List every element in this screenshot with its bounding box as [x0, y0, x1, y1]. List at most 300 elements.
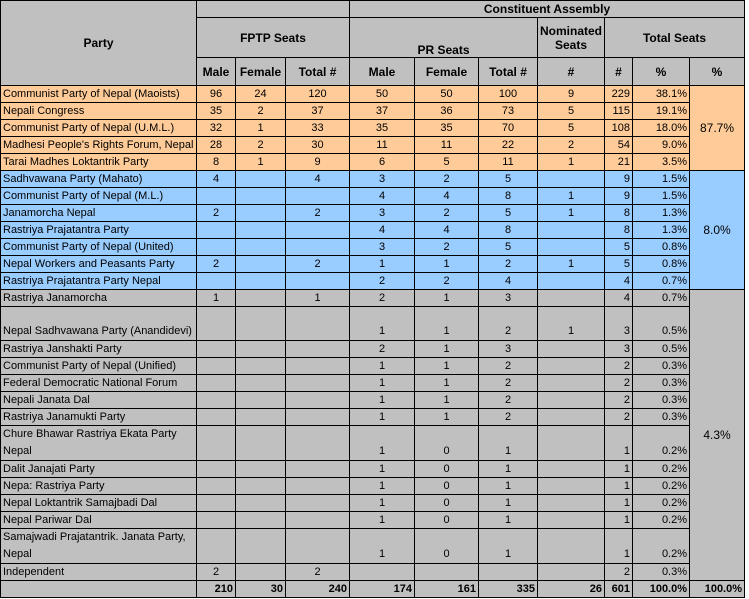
fptp-male-cell: 1	[197, 290, 236, 307]
pr-female-cell: 2	[415, 239, 479, 256]
party-cell: Rastriya Janshakti Party	[1, 341, 197, 358]
fptp-female-cell	[236, 409, 286, 426]
nominated-cell: 26	[538, 581, 605, 598]
fptp-male-cell: 2	[197, 564, 236, 581]
pr-male-cell: 35	[350, 120, 415, 137]
pr-total-cell: 11	[479, 154, 538, 171]
fptp-female-cell	[236, 392, 286, 409]
fptp-total-cell	[286, 273, 350, 290]
table-body	[1, 86, 745, 598]
nominated-cell: 1	[538, 154, 605, 171]
nominated-cell: 1	[538, 256, 605, 273]
pr-male-cell: 1	[350, 461, 415, 478]
fptp-male-cell	[197, 375, 236, 392]
pr-total-header: Total #	[479, 58, 538, 86]
pr-male-cell: 1	[350, 256, 415, 273]
party-cell	[1, 581, 197, 598]
pr-male-header: Male	[350, 58, 415, 86]
pr-male-cell: 1	[350, 426, 415, 461]
fptp-male-cell	[197, 461, 236, 478]
fptp-total-cell	[286, 409, 350, 426]
pr-total-cell: 4	[479, 273, 538, 290]
pr-total-cell: 1	[479, 495, 538, 512]
nominated-cell: 9	[538, 86, 605, 103]
fptp-female-cell	[236, 341, 286, 358]
pr-total-cell: 2	[479, 307, 538, 341]
party-cell: Independent	[1, 564, 197, 581]
pr-male-cell: 1	[350, 392, 415, 409]
pr-total-cell: 8	[479, 222, 538, 239]
pr-male-cell: 50	[350, 86, 415, 103]
fptp-total-cell: 2	[286, 564, 350, 581]
table-row	[1, 375, 745, 392]
nominated-count-header: #	[538, 58, 605, 86]
fptp-seats-header: FPTP Seats	[197, 18, 350, 58]
fptp-female-cell	[236, 426, 286, 461]
table-row	[1, 154, 745, 171]
pr-total-cell: 1	[479, 426, 538, 461]
fptp-male-cell	[197, 529, 236, 564]
pr-total-cell	[479, 564, 538, 581]
table-row	[1, 256, 745, 273]
table-row	[1, 205, 745, 222]
fptp-total-cell	[286, 392, 350, 409]
total-count-header: #	[605, 58, 633, 86]
nominated-cell	[538, 529, 605, 564]
party-cell: Nepal Pariwar Dal	[1, 512, 197, 529]
pr-male-cell: 1	[350, 495, 415, 512]
total-pct-cell: 0.2%	[633, 529, 690, 564]
fptp-female-cell: 2	[236, 103, 286, 120]
fptp-female-cell: 2	[236, 137, 286, 154]
party-cell: Communist Party of Nepal (Unified)	[1, 358, 197, 375]
pr-total-cell: 70	[479, 120, 538, 137]
nominated-cell	[538, 564, 605, 581]
nominated-cell	[538, 273, 605, 290]
nominated-cell: 5	[538, 103, 605, 120]
party-cell: Rastriya Janamorcha	[1, 290, 197, 307]
table-row	[1, 137, 745, 154]
nominated-cell	[538, 426, 605, 461]
total-seats-cell: 2	[605, 409, 633, 426]
fptp-total-cell	[286, 307, 350, 341]
party-header: Party	[1, 1, 197, 86]
group-share-cell: 8.0%	[690, 171, 745, 290]
pr-female-cell: 5	[415, 154, 479, 171]
fptp-female-cell	[236, 358, 286, 375]
fptp-female-cell	[236, 478, 286, 495]
pr-female-cell: 11	[415, 137, 479, 154]
total-seats-cell: 1	[605, 495, 633, 512]
table-row	[1, 426, 745, 461]
fptp-male-cell: 8	[197, 154, 236, 171]
total-seats-cell: 8	[605, 222, 633, 239]
total-pct-cell: 0.8%	[633, 239, 690, 256]
pr-male-cell: 4	[350, 222, 415, 239]
fptp-female-cell	[236, 307, 286, 341]
fptp-male-cell: 96	[197, 86, 236, 103]
party-cell: Tarai Madhes Loktantrik Party	[1, 154, 197, 171]
table-row	[1, 564, 745, 581]
party-cell: Nepal Workers and Peasants Party	[1, 256, 197, 273]
party-cell: Dalit Janajati Party	[1, 461, 197, 478]
nominated-cell	[538, 512, 605, 529]
pr-female-cell: 1	[415, 307, 479, 341]
fptp-total-cell	[286, 461, 350, 478]
fptp-female-cell	[236, 239, 286, 256]
total-pct-cell: 0.3%	[633, 564, 690, 581]
pr-male-cell: 174	[350, 581, 415, 598]
pr-female-cell: 1	[415, 341, 479, 358]
pr-total-cell: 2	[479, 392, 538, 409]
total-pct-cell: 0.7%	[633, 290, 690, 307]
total-pct-cell: 18.0%	[633, 120, 690, 137]
pr-female-cell: 4	[415, 188, 479, 205]
pr-total-cell: 73	[479, 103, 538, 120]
fptp-male-cell	[197, 358, 236, 375]
pr-female-cell: 0	[415, 512, 479, 529]
party-cell: Janamorcha Nepal	[1, 205, 197, 222]
fptp-female-cell	[236, 529, 286, 564]
constituent-assembly-header: Constituent Assembly	[350, 1, 745, 18]
total-seats-cell: 5	[605, 239, 633, 256]
pr-total-cell: 3	[479, 290, 538, 307]
total-seats-cell: 115	[605, 103, 633, 120]
fptp-total-cell	[286, 188, 350, 205]
nominated-cell	[538, 222, 605, 239]
total-seats-cell: 1	[605, 426, 633, 461]
nominated-seats-header: Nominated Seats	[538, 18, 605, 58]
pr-female-cell: 1	[415, 409, 479, 426]
pr-male-cell: 1	[350, 307, 415, 341]
pr-male-cell: 3	[350, 239, 415, 256]
fptp-female-cell	[236, 222, 286, 239]
table-row	[1, 341, 745, 358]
party-cell: Communist Party of Nepal (Maoists)	[1, 86, 197, 103]
party-cell: Nepali Janata Dal	[1, 392, 197, 409]
total-pct-cell: 0.2%	[633, 461, 690, 478]
total-seats-cell: 1	[605, 529, 633, 564]
total-seats-cell: 5	[605, 256, 633, 273]
fptp-total-cell	[286, 358, 350, 375]
table-row	[1, 103, 745, 120]
group-share-header: %	[690, 58, 745, 86]
pr-male-cell: 2	[350, 290, 415, 307]
totals-row	[1, 581, 745, 598]
pr-female-cell: 0	[415, 478, 479, 495]
fptp-total-cell	[286, 495, 350, 512]
total-pct-cell: 9.0%	[633, 137, 690, 154]
table-row	[1, 495, 745, 512]
table-header	[1, 1, 745, 86]
table-row	[1, 512, 745, 529]
table-row	[1, 86, 745, 103]
fptp-female-cell	[236, 171, 286, 188]
pr-male-cell: 1	[350, 529, 415, 564]
nominated-cell	[538, 392, 605, 409]
total-seats-cell: 1	[605, 512, 633, 529]
pr-total-cell: 5	[479, 171, 538, 188]
fptp-total-cell: 120	[286, 86, 350, 103]
fptp-total-cell	[286, 222, 350, 239]
pr-female-cell: 1	[415, 256, 479, 273]
nominated-cell	[538, 409, 605, 426]
nominated-cell	[538, 239, 605, 256]
total-pct-cell: 0.5%	[633, 307, 690, 341]
pr-female-header: Female	[415, 58, 479, 86]
table-row	[1, 358, 745, 375]
fptp-male-cell: 210	[197, 581, 236, 598]
fptp-male-cell	[197, 512, 236, 529]
total-pct-cell: 0.3%	[633, 358, 690, 375]
pr-female-cell: 0	[415, 495, 479, 512]
total-pct-cell: 19.1%	[633, 103, 690, 120]
fptp-male-cell	[197, 239, 236, 256]
pr-male-cell	[350, 564, 415, 581]
fptp-male-cell: 4	[197, 171, 236, 188]
fptp-total-cell	[286, 512, 350, 529]
table-row	[1, 307, 745, 341]
party-cell: Rastriya Janamukti Party	[1, 409, 197, 426]
fptp-male-cell	[197, 478, 236, 495]
fptp-male-cell	[197, 392, 236, 409]
table-row	[1, 290, 745, 307]
pr-male-cell: 1	[350, 409, 415, 426]
pr-male-cell: 37	[350, 103, 415, 120]
party-cell: Nepal Loktantrik Samajbadi Dal	[1, 495, 197, 512]
pr-male-cell: 11	[350, 137, 415, 154]
fptp-total-cell: 2	[286, 205, 350, 222]
table-row	[1, 529, 745, 564]
pr-total-cell: 1	[479, 478, 538, 495]
fptp-male-cell: 2	[197, 256, 236, 273]
fptp-female-cell: 24	[236, 86, 286, 103]
pr-male-cell: 6	[350, 154, 415, 171]
fptp-male-cell	[197, 188, 236, 205]
fptp-female-cell	[236, 461, 286, 478]
fptp-male-cell: 2	[197, 205, 236, 222]
nominated-cell	[538, 375, 605, 392]
total-pct-cell: 0.2%	[633, 426, 690, 461]
fptp-male-cell	[197, 273, 236, 290]
nominated-cell: 5	[538, 120, 605, 137]
party-cell: Chure Bhawar Rastriya Ekata Party Nepal	[1, 426, 197, 461]
pr-male-cell: 1	[350, 358, 415, 375]
total-seats-cell: 4	[605, 290, 633, 307]
fptp-male-cell	[197, 307, 236, 341]
group-share-cell: 87.7%	[690, 86, 745, 171]
total-seats-cell: 601	[605, 581, 633, 598]
nominated-cell: 1	[538, 188, 605, 205]
fptp-female-header: Female	[236, 58, 286, 86]
fptp-female-cell	[236, 188, 286, 205]
fptp-male-cell	[197, 426, 236, 461]
total-seats-cell: 229	[605, 86, 633, 103]
total-seats-cell: 8	[605, 205, 633, 222]
party-cell: Madhesi People's Rights Forum, Nepal	[1, 137, 197, 154]
pr-total-cell: 5	[479, 205, 538, 222]
nominated-cell: 1	[538, 205, 605, 222]
pr-female-cell: 35	[415, 120, 479, 137]
total-pct-cell: 0.2%	[633, 512, 690, 529]
party-cell: Nepali Congress	[1, 103, 197, 120]
pr-female-cell: 50	[415, 86, 479, 103]
fptp-total-cell: 1	[286, 290, 350, 307]
fptp-male-cell	[197, 222, 236, 239]
fptp-total-cell	[286, 239, 350, 256]
pr-total-cell: 2	[479, 358, 538, 375]
pr-female-cell: 1	[415, 358, 479, 375]
nominated-cell: 1	[538, 307, 605, 341]
fptp-total-header: Total #	[286, 58, 350, 86]
header-spacer	[197, 1, 350, 18]
pr-male-cell: 2	[350, 341, 415, 358]
party-cell: Communist Party of Nepal (United)	[1, 239, 197, 256]
pr-female-cell: 2	[415, 171, 479, 188]
pr-female-cell: 1	[415, 290, 479, 307]
pr-female-cell: 1	[415, 392, 479, 409]
table-row	[1, 222, 745, 239]
table-row	[1, 461, 745, 478]
pr-female-cell: 2	[415, 205, 479, 222]
fptp-total-cell: 9	[286, 154, 350, 171]
fptp-female-cell: 1	[236, 120, 286, 137]
table-row	[1, 392, 745, 409]
fptp-total-cell	[286, 375, 350, 392]
fptp-female-cell	[236, 290, 286, 307]
pr-male-cell: 4	[350, 188, 415, 205]
fptp-total-cell	[286, 529, 350, 564]
pr-female-cell: 1	[415, 375, 479, 392]
fptp-total-cell: 33	[286, 120, 350, 137]
pr-total-cell: 1	[479, 512, 538, 529]
party-cell: Rastriya Prajatantra Party Nepal	[1, 273, 197, 290]
pr-total-cell: 5	[479, 239, 538, 256]
party-cell: Nepa: Rastriya Party	[1, 478, 197, 495]
pr-female-cell: 0	[415, 461, 479, 478]
pr-female-cell: 36	[415, 103, 479, 120]
fptp-total-cell	[286, 426, 350, 461]
pr-total-cell: 8	[479, 188, 538, 205]
fptp-male-cell: 32	[197, 120, 236, 137]
total-pct-cell: 3.5%	[633, 154, 690, 171]
pr-female-cell	[415, 564, 479, 581]
pr-male-cell: 2	[350, 273, 415, 290]
fptp-male-cell	[197, 409, 236, 426]
total-pct-header: %	[633, 58, 690, 86]
fptp-male-cell	[197, 495, 236, 512]
pr-total-cell: 2	[479, 409, 538, 426]
total-seats-cell: 9	[605, 188, 633, 205]
pr-male-cell: 1	[350, 512, 415, 529]
party-cell: Communist Party of Nepal (U.M.L.)	[1, 120, 197, 137]
fptp-male-cell: 35	[197, 103, 236, 120]
fptp-female-cell	[236, 256, 286, 273]
party-cell: Samajwadi Prajatantrik. Janata Party, Nepal	[1, 529, 197, 564]
fptp-male-cell: 28	[197, 137, 236, 154]
total-seats-cell: 21	[605, 154, 633, 171]
nominated-cell: 2	[538, 137, 605, 154]
group-share-cell: 4.3%	[690, 290, 745, 581]
total-pct-cell: 38.1%	[633, 86, 690, 103]
pr-total-cell: 335	[479, 581, 538, 598]
nominated-cell	[538, 290, 605, 307]
total-seats-cell: 108	[605, 120, 633, 137]
pr-female-cell: 0	[415, 426, 479, 461]
total-seats-cell: 2	[605, 392, 633, 409]
pr-male-cell: 3	[350, 205, 415, 222]
table-row	[1, 120, 745, 137]
total-seats-header: Total Seats	[605, 18, 745, 58]
total-seats-cell: 2	[605, 375, 633, 392]
fptp-female-cell	[236, 205, 286, 222]
fptp-total-cell: 2	[286, 256, 350, 273]
party-cell: Communist Party of Nepal (M.L.)	[1, 188, 197, 205]
total-pct-cell: 1.5%	[633, 171, 690, 188]
fptp-total-cell: 30	[286, 137, 350, 154]
fptp-female-cell	[236, 564, 286, 581]
party-cell: Federal Democratic National Forum	[1, 375, 197, 392]
total-pct-cell: 0.7%	[633, 273, 690, 290]
total-pct-cell: 0.8%	[633, 256, 690, 273]
table-row	[1, 273, 745, 290]
table-row	[1, 239, 745, 256]
pr-female-cell: 2	[415, 273, 479, 290]
total-pct-cell: 1.5%	[633, 188, 690, 205]
total-pct-cell: 0.5%	[633, 341, 690, 358]
party-cell: Rastriya Prajatantra Party	[1, 222, 197, 239]
total-pct-cell: 1.3%	[633, 205, 690, 222]
pr-male-cell: 3	[350, 171, 415, 188]
total-pct-cell: 0.3%	[633, 392, 690, 409]
total-seats-cell: 1	[605, 461, 633, 478]
pr-male-cell: 1	[350, 375, 415, 392]
fptp-total-cell: 4	[286, 171, 350, 188]
fptp-female-cell: 1	[236, 154, 286, 171]
total-pct-cell: 0.2%	[633, 478, 690, 495]
fptp-total-cell: 240	[286, 581, 350, 598]
pr-total-cell: 1	[479, 529, 538, 564]
total-seats-cell: 1	[605, 478, 633, 495]
total-share-cell: 100.0%	[690, 581, 745, 598]
table-row	[1, 188, 745, 205]
total-seats-cell: 2	[605, 564, 633, 581]
pr-total-cell: 1	[479, 461, 538, 478]
total-pct-cell: 0.3%	[633, 409, 690, 426]
fptp-total-cell	[286, 478, 350, 495]
total-pct-cell: 0.2%	[633, 495, 690, 512]
pr-total-cell: 3	[479, 341, 538, 358]
nominated-cell	[538, 461, 605, 478]
pr-total-cell: 2	[479, 375, 538, 392]
fptp-female-cell	[236, 375, 286, 392]
fptp-female-cell: 30	[236, 581, 286, 598]
table-row	[1, 409, 745, 426]
fptp-total-cell: 37	[286, 103, 350, 120]
fptp-male-cell	[197, 341, 236, 358]
party-cell: Nepal Sadhvawana Party (Anandidevi)	[1, 307, 197, 341]
total-seats-cell: 54	[605, 137, 633, 154]
pr-total-cell: 22	[479, 137, 538, 154]
pr-total-cell: 100	[479, 86, 538, 103]
table-row	[1, 478, 745, 495]
total-seats-cell: 2	[605, 358, 633, 375]
nominated-cell	[538, 171, 605, 188]
total-seats-cell: 4	[605, 273, 633, 290]
fptp-female-cell	[236, 512, 286, 529]
total-pct-cell: 1.3%	[633, 222, 690, 239]
pr-female-cell: 4	[415, 222, 479, 239]
